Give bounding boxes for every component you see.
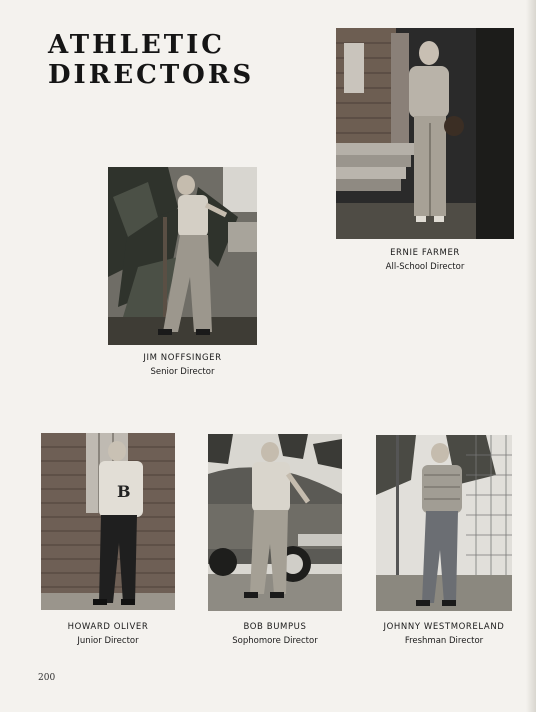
director-title: Junior Director bbox=[77, 636, 139, 646]
page-number: 200 bbox=[38, 673, 56, 683]
heading-line-1: ATHLETIC bbox=[48, 30, 225, 60]
photo-howard-oliver bbox=[41, 433, 175, 610]
director-title: Sophomore Director bbox=[232, 636, 318, 646]
photo-bob-bumpus bbox=[208, 434, 342, 611]
caption-bob-bumpus bbox=[208, 620, 342, 648]
director-name: ERNIE FARMER bbox=[390, 248, 460, 258]
caption-jim-noffsinger bbox=[108, 351, 257, 379]
photo-ernie-farmer bbox=[336, 28, 514, 239]
caption-johnny-westmoreland bbox=[376, 620, 512, 648]
photo-jim-noffsinger bbox=[108, 167, 257, 345]
page-heading bbox=[48, 30, 254, 90]
director-name: JOHNNY WESTMORELAND bbox=[383, 622, 505, 632]
svg-text:B: B bbox=[117, 482, 131, 501]
page-edge-shadow bbox=[526, 0, 536, 712]
heading-line-2: DIRECTORS bbox=[48, 60, 255, 90]
caption-howard-oliver bbox=[41, 620, 175, 648]
director-title: All-School Director bbox=[385, 262, 465, 272]
director-title: Senior Director bbox=[150, 367, 215, 377]
director-name: JIM NOFFSINGER bbox=[143, 353, 222, 363]
director-title: Freshman Director bbox=[404, 636, 484, 646]
director-name: HOWARD OLIVER bbox=[67, 622, 149, 632]
photo-johnny-westmoreland bbox=[376, 435, 512, 611]
director-name: BOB BUMPUS bbox=[243, 622, 307, 632]
caption-ernie-farmer bbox=[336, 246, 514, 274]
